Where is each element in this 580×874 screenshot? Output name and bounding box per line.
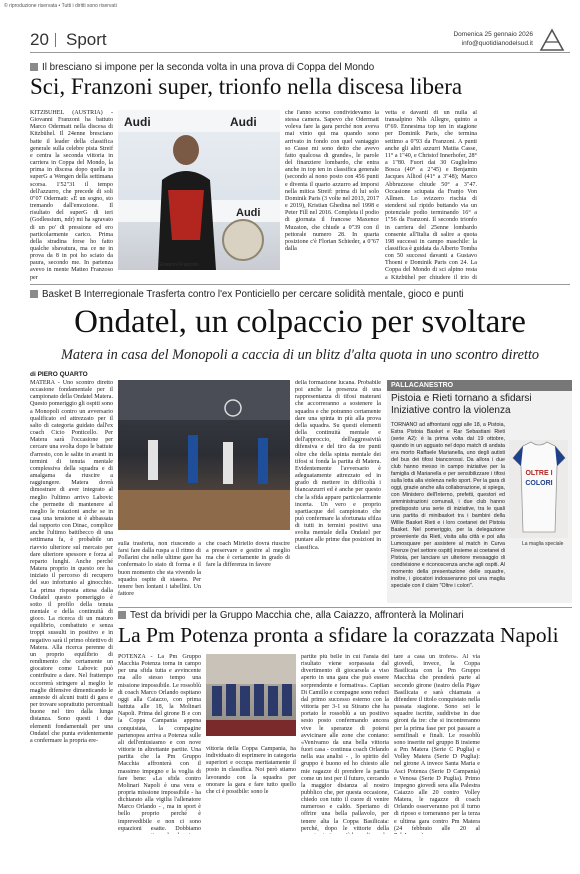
- article1-column-1: KITZBUHEL (AUSTRIA) - Giovanni Franzoni ha battuto Marco Odermatt nella discesa di Kitzbühel. Il 24enne bresciano batte il leader della classifica generale sulla celebre pista Streif e centra la seconda vittoria in carriera in Coppa del Mondo, la prima in discesa dopo quella in superG a Wengen della settimana scorsa. 1'52"31 il tempo dell'azzurro, che precede di soli 0"07 Odermatt: «È un sogno, sto tremando dall'emozione. Il risultato del superG di ieri (Godlessium, ndr) mi ha sgravato di un po' di pressione ed ero particolarmente carico. Prima della stradina forse ho fatto qualche sbavatura, ma ce ne in prova da 8 in poi ho sciato da paura, secondo me. In partenza avevo in mente Matteo Franzoso per: [30, 110, 113, 281]
- article1-title: Sci, Franzoni super, trionfo nella discesa libera: [30, 74, 463, 99]
- svg-text:Audi: Audi: [124, 115, 151, 129]
- sidebar-photo: [509, 440, 568, 538]
- sidebar-label: PALLACANESTRO: [387, 380, 572, 391]
- article3-column-2: vittoria della Coppa Campania, ha individuato di esprimere in categoria superiori e occupa meritatamente il posto in classifica. Noi però stiamo lavorando con la squadra per onorare la gara e fare tutto quello che ci è possibile: sono le: [206, 746, 296, 795]
- header-rule: [30, 52, 570, 53]
- copyright-notice: © riproduzione riservata • Tutti i diritti sono riservati: [4, 3, 117, 9]
- article2-kicker: [30, 289, 575, 300]
- article3-kicker: [118, 610, 572, 621]
- article1-column-2: che l'anno scorso condividevamo la stessa camera. Sapevo che Odermatt voleva fare la gara perché non aveva mai vinto qui ma quando sono arrivato in fondo con quel vantaggio so Casse mi sono detto che avevo fatto qualcosa di grande», le parole del finanziere lombardo, che entra anche in top ten in classifica generale (secondo al nono posto con 456 punti e diventa il quarto azzurro ad imporsi nella mitica Streif: prima di lui solo Dominik Paris (3 volte nel 2013, 2017 e 2019), Kristian Ghedina nel 1998 e Peter Fill nel 2016. Completa il podio di giornata il francese Maxence Muzaton, che chiude a 0"39 con il pettorale numero 28. In quarta posizione c'è Florian Schieder, a 0"67 dalla: [285, 110, 379, 252]
- article2-subtitle: Matera in casa del Monopoli a caccia di un blitz d'alta quota in uno scontro diretto: [60, 347, 540, 363]
- sidebar-box: [387, 380, 572, 603]
- header-divider: [55, 33, 56, 47]
- article1-kicker-text: Il bresciano si impone per la seconda volta in una prova di Coppa del Mondo: [42, 62, 375, 73]
- article2-kicker-text: Basket B Interregionale Trasferta contro l'ex Ponticiello per cercare solidità mentale, gioco e punti: [42, 289, 464, 300]
- svg-text:Audi: Audi: [236, 207, 261, 219]
- article1-photo-caption: Giovanni Franzoni: [158, 262, 199, 268]
- sidebar-title: Pistoia e Rieti tornano a sfidarsi Iniziative contro la violenza: [391, 393, 532, 416]
- kicker-square-icon: [118, 611, 126, 619]
- sidebar-photo-caption: La maglia speciale: [522, 541, 564, 547]
- kicker-square-icon: [30, 63, 38, 71]
- article1-photo: [118, 110, 280, 270]
- article2-column-4: della formazione lucana. Probabile poi anche la presenza di una rappresentanza di tifosi materani che accorreranno a sostenere la squadra e che potranno certamente dare una spinta in più alla prova della squadra. Su questi elementi della continuità mentale e dell'approccio, dell'aggressività difensiva e del tiro da tre punti oltre che della spinta mentale dei tifosi si fonda la partita di Matera. Evidentemente l'avversario è adeguatamente attrezzato ed in grado di mettere in difficoltà i biancazzurri ed è anche per questo che la sfida appare particolarmente incerta. Un vero e proprio spartiacque del campionato che può confermare la sfortunata sfilza di tutti in termini positivi una svolta mentale della Ondatel per puntare alle prime due posizioni in classifica.: [295, 380, 381, 551]
- article2-byline: di PIERO QUARTO: [30, 371, 88, 378]
- article3-column-3: partite più belle in cui l'ansia del risultato viene sorpassata dal divertimento di giocarsela a viso aperto in una gara che può essere sorprendente e formativa». Capitan Di Camillo e compagne sono reduci dal primo successo esterno con la vittoria per 3-1 su Stirano che ha portato le rossoblù a un positivo sesto posto confermando ancora vive le speranze di potersi avvicinare alle zone che contano: «Venivamo da una bella vittoria fuori casa - continua coach Orlando nella sua analisi - , lo spirito del gruppo è buono ed ho chiesto alle mie ragazze di prendere la partita come un test per il futuro, cercando la maggior distanza al nostro pubblico che, per questa occasione, chiedo con tutto il cuore di venire numeroso e caldo. Speriamo di offrire una bella pallavolo, per tenere alta la Coppa Basilicata: perché, dopo le vittorie della: [301, 654, 389, 832]
- article3-photo: [206, 654, 296, 736]
- article2-photo: [118, 380, 290, 530]
- shirt-text-1: OLTRE I: [525, 470, 553, 477]
- kicker-square-icon: [30, 290, 38, 298]
- svg-text:Audi: Audi: [230, 115, 257, 129]
- newspaper-logo-icon: [539, 28, 565, 52]
- header-bar: [0, 28, 580, 55]
- article1-column-3: vetta e davanti di un nulla al transalpino Nils Allegre, quinto a 0"69. Ennesima top ten in stagione per Dominik Paris, che termina settimo a 0"93 da Franzoni. A punti anche gli altri azzurri Mattia Casse, 11° a 1"40, e Christof Innerhofer, 28° a 1"80. Fuori dai 30 Guglielmo Bosca (40° a 2"45) e Benjamin Jacques Alliod (41° a 3"48); Marco Abbruzzese chiude 50° a 3"47. Occasione sciupata da Franjo Von Allmen. Lo svizzero rischia di stendersi sul ripido buttando via un potenziale podio terminando 16° a 1"56 da Franzoni. Il secondo trionfo in carriera del 25enne lombardo consente all'Italia di salire a quota 198 successi in campo maschile: la classifica è guidata da Alberto Tomba con 50 successi davanti a Gustavo Thoeni e Dominik Paris con 24. La Coppa del Mondo di sci alpino resta a Kitzbühel per chiudere il trio di: [385, 110, 477, 281]
- page-number: 20: [30, 30, 49, 49]
- contact-email: info@quotidianodelsud.it: [461, 40, 533, 47]
- article2-column-2: sulla trasferta, non riuscendo a farsi fare dalla ruspa a il ritmo di Pollarini che nelle ultime gare ha confermato lo stato di forma e il buon momento che sta vivendo la squadra ospite di stasera. Per tenere ben lontani i tabellini. Un fattore: [118, 541, 201, 598]
- article2-column-1: MATERA - Uno scontro diretto occasione fondamentale per il campionato della Ondatel Matera. Questo pomeriggio gli ospiti sono a Monopoli contro un avversario qualificato ed attrezzato per il salto di categoria guidato dall'ex coach Cicio Ponticello. Per Matera sarà l'occasione per cercare una svolta dopo le battute d'arresto, con le salite in avanti in termini di tenuta mentale complessiva della squadra e di amalgama da riuscire a raggiungere. Matera dovrà dimostrare di aver integrato al meglio l'ultimo arrivo Labovic che permette di mantenere al meglio le rotazioni anche se in casa una tensione si è abbassata dal rapporto con Dinac, complice anche l'ultimo battibecco di una settimana fa, è probabile un riavvio ulteriore sul mercato per dare ulteriore spessore e forza al reparto lunghi. Anche perché Matera proprio in questo ore ha iniziato il percorso di recupero del suo infortunio al ginocchio. La prima risposta attesa dalla Ondatel questo pomeriggio è sotto il profilo della tenuta mentale e della continuità di gioco. La ricerca di un maturo equilibrio, combattuto e senza troppi sussulti in positivo e in negativo sarà il primo obiettivo di Matera. Alla ricerca perenne di un proprio equilibrio di rendimento che certamente un giocatore come Labovic può contribuire a dare. Nel frattempo occorrerà stringere al meglio le maglie difensive dimenticando le amnesie di alcuni tratti di gara e per trovare soprattutto percentuali buone nel tiro dalla lunga distanza. Sono questi i due elementi fondamentali per una Ondatel che punta evidentemente a confermare la propria ere-: [30, 380, 113, 744]
- article1-bottom-rule: [30, 284, 570, 285]
- article2-column-3: che coach Miriello dovrà riuscire a preservare e gestire al meglio ma che è certamente in grado di fare la differenza in favore: [206, 541, 290, 569]
- article2-bottom-rule: [118, 607, 572, 608]
- section-name: Sport: [66, 30, 107, 49]
- article3-column-1: POTENZA - La Pm Gruppo Macchia Potenza torna in campo per una sfida tutta e avvincente ma allo stesso tempo una missione impossibile. Le rossoblù di coach Marco Orlando ospitano oggi alla Caiazzo, con prima battuta alle 18, la Molinari Napoli. Prima del girone B e con la Coppa Campania appena conquistata, la compagine partenopea arriva a Potenza sulle ali dell'entusiasmo e con nove vittorie in altrettante partite. Una partita che la Pm Gruppo Macchia affronterà con il massimo impegno e la voglia di fare bene: «La sfida contro Molinari Napoli è una vera e propria missione impossibile - ha dichiarato alla vigilia l'allenatore Marco Orlando - , ma in sport è bello proprio perché è imprevedibile e non ci sono equazioni esatte. Dobbiamo: [118, 654, 201, 832]
- article1-kicker: [30, 62, 570, 73]
- article3-column-4: tare a casa un trofeo». Al via giovedì, invece, la Coppa Basilicata con la Pm Gruppo Macchia che prenderà parte al secondo girone (teatro della Pigav Basilicata e sarà chiamata a difendere il titolo conquistato nella passata stagione. Sono sei le squadre iscritte, suddivise in due gironi da tre: che si incontreranno per la prima fase per poi passare a semifinali e finali. Le rossoblù sono inserite nel gruppo B insieme a Pm Matera (Serie C Puglia) e Volley Matera (Serie D Puglia): nel girone A invece Santa Maria e Asci Potenza (Serie D Campania) e Venosa (Serie D Puglia). Primo impegno giovedì sera alla Palestra Caiazzo alle 20 contro Volley Matera, le ragazze di coach Orlando osserveranno poi il turno di riposo e torneranno per la terza e ultima gara contro Pm Matera (24 febbraio alle 20 al: [394, 654, 480, 832]
- shirt-text-2: COLORI: [525, 480, 553, 487]
- article3-title: La Pm Potenza pronta a sfidare la corazzata Napoli: [118, 623, 559, 647]
- article3-kicker-text: Test da brividi per la Gruppo Macchia che, alla Caiazzo, affronterà la Molinari: [130, 610, 464, 621]
- article2-title: Ondatel, un colpaccio per svoltare: [74, 304, 526, 340]
- sidebar-body: TORNANO ad affrontarsi oggi alle 18, a Pistoia, Estra Pistoia Basket e Rar Sebastiani Rieti (serie A2): è la prima volta dal 19 ottobre, quando in un agguato nel dopo match di andata era morto Raffaele Marianella, uno degli autisti del bus dei tifosi biancorossi. Da allora i due club hanno messo in campo iniziative per la famiglia di Marianella e per sensibilizzare i tifosi sulla lotta alla violenza nello sport. Per la gara di oggi, grazie anche alla collaborazione, si spiega, con Ministero dell'Interno, prefetti, questori ed amministrazioni comunali, i due club hanno predisposto una serie di iniziative, tra le quali una partita di minibasket tra i bambini della Willie Basket Rieti e i loro coetanei del Pistoia Basket. Nel pomeriggio, per la delegazione proveniente da Rieti, visita alla città e poi alla Lumosquare per assistere al match in Curva Firenze (nel settore ospiti) insieme ai coetanei di Pistoia, per lanciare un ulteriore messaggio di condivisione e riconoscenza anche agli ospiti. Al momento della presentazione delle squadre, inoltre, i giocatori indosseranno poi una maglia speciale con il claim "Oltre i colori".: [391, 422, 505, 589]
- issue-date: Domenica 25 gennaio 2026: [453, 31, 533, 38]
